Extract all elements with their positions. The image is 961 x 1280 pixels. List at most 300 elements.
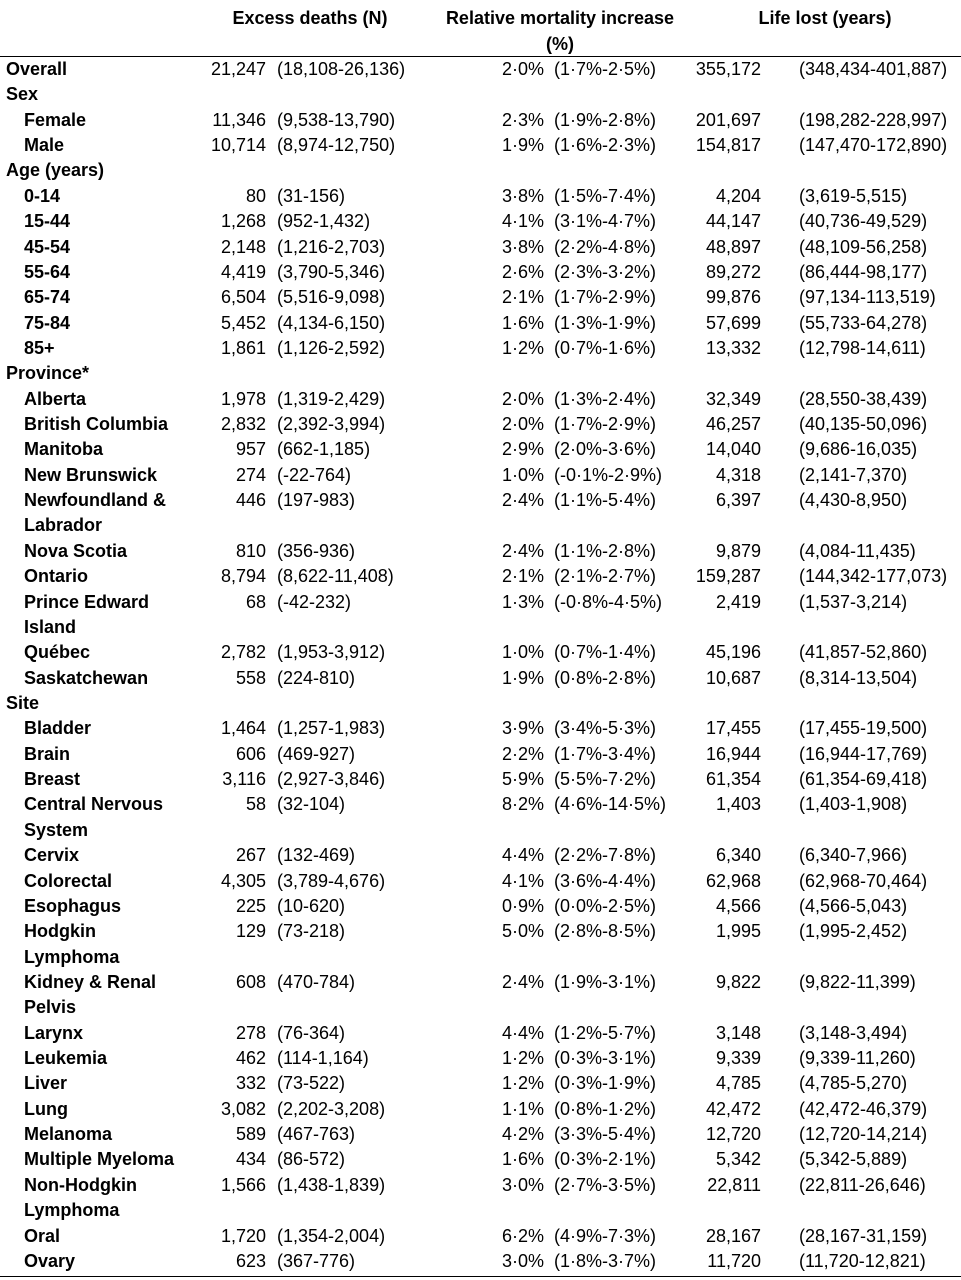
excess-deaths-ci: (367-776) — [277, 1250, 356, 1271]
excess-deaths-ci: (10-620) — [277, 895, 346, 916]
relative-mortality-value: 3·0% — [501, 1174, 544, 1195]
excess-deaths-value: 68 — [245, 591, 266, 612]
table-row — [0, 564, 961, 589]
life-lost-value: 42,472 — [705, 1098, 761, 1119]
header-excess-deaths: Excess deaths (N) — [232, 8, 388, 28]
relative-mortality-value: 2·3% — [501, 109, 544, 130]
relative-mortality-value: 2·1% — [501, 566, 544, 587]
life-lost-value: 201,697 — [695, 109, 761, 130]
life-lost-ci: (6,340-7,966) — [799, 845, 908, 866]
relative-mortality-ci: (1·8%-3·7%) — [554, 1250, 657, 1271]
section-row — [0, 691, 961, 716]
table-row — [0, 590, 961, 615]
life-lost-value: 6,397 — [715, 490, 761, 511]
life-lost-ci: (12,798-14,611) — [799, 337, 926, 358]
table-row — [0, 716, 961, 741]
row-label: British Columbia — [24, 414, 169, 435]
excess-deaths-value: 4,419 — [220, 261, 266, 282]
excess-deaths-value: 1,268 — [220, 211, 266, 232]
relative-mortality-value: 2·4% — [501, 490, 544, 511]
life-lost-value: 11,720 — [707, 1250, 761, 1271]
life-lost-ci: (42,472-46,379) — [799, 1098, 928, 1119]
life-lost-ci: (4,566-5,043) — [799, 895, 908, 916]
excess-deaths-value: 434 — [235, 1149, 266, 1170]
relative-mortality-ci: (3·3%-5·4%) — [554, 1124, 657, 1145]
relative-mortality-value: 8·2% — [501, 794, 544, 815]
relative-mortality-value: 1·0% — [501, 464, 544, 485]
table-row — [0, 184, 961, 209]
table-row — [0, 463, 961, 488]
life-lost-value: 89,272 — [705, 261, 761, 282]
relative-mortality-value: 1·1% — [501, 1098, 544, 1119]
relative-mortality-ci: (1·3%-2·4%) — [554, 388, 657, 409]
row-label: Manitoba — [24, 439, 103, 460]
excess-deaths-ci: (2,927-3,846) — [277, 769, 386, 790]
excess-deaths-value: 1,861 — [220, 337, 266, 358]
excess-deaths-ci: (467-763) — [277, 1124, 356, 1145]
relative-mortality-value: 3·0% — [501, 1250, 544, 1271]
row-label: 85+ — [24, 337, 55, 358]
life-lost-ci: (2,141-7,370) — [799, 464, 908, 485]
relative-mortality-value: 2·4% — [501, 971, 544, 992]
excess-deaths-value: 2,832 — [220, 414, 266, 435]
relative-mortality-value: 2·4% — [501, 540, 544, 561]
excess-deaths-value: 225 — [235, 895, 266, 916]
excess-deaths-ci: (1,126-2,592) — [277, 337, 386, 358]
excess-deaths-ci: (73-218) — [277, 921, 346, 942]
excess-deaths-value: 129 — [235, 921, 266, 942]
table-row — [0, 742, 961, 767]
excess-deaths-value: 11,346 — [212, 109, 266, 130]
relative-mortality-ci: (0·8%-2·8%) — [554, 667, 657, 688]
relative-mortality-value: 0·9% — [501, 895, 544, 916]
row-label: Pelvis — [24, 997, 77, 1018]
row-label: Lymphoma — [24, 946, 120, 967]
row-label: Lung — [24, 1098, 68, 1119]
section-row — [0, 361, 961, 386]
relative-mortality-ci: (1·5%-7·4%) — [554, 185, 657, 206]
relative-mortality-ci: (2·7%-3·5%) — [554, 1174, 657, 1195]
table-row — [0, 260, 961, 285]
life-lost-value: 14,040 — [705, 439, 761, 460]
relative-mortality-value: 1·2% — [501, 337, 544, 358]
relative-mortality-ci: (1·7%-2·9%) — [554, 414, 657, 435]
excess-deaths-value: 278 — [235, 1022, 266, 1043]
row-label: Prince Edward — [24, 591, 150, 612]
header-relative-mortality-line1: Relative mortality increase — [445, 8, 675, 28]
relative-mortality-ci: (-0·8%-4·5%) — [554, 591, 663, 612]
life-lost-ci: (16,944-17,769) — [799, 743, 928, 764]
excess-deaths-value: 606 — [235, 743, 266, 764]
life-lost-ci: (9,686-16,035) — [799, 439, 918, 460]
life-lost-value: 28,167 — [705, 1225, 761, 1246]
excess-deaths-ci: (1,319-2,429) — [277, 388, 386, 409]
table-row — [0, 640, 961, 665]
life-lost-ci: (3,619-5,515) — [799, 185, 908, 206]
relative-mortality-ci: (2·1%-2·7%) — [554, 566, 657, 587]
section-label: Sex — [6, 84, 39, 105]
section-label: Age (years) — [6, 160, 105, 181]
table-row — [0, 1122, 961, 1147]
row-label: 55-64 — [24, 261, 71, 282]
relative-mortality-ci: (1·7%-2·5%) — [554, 59, 657, 79]
section-row — [0, 57, 961, 82]
row-label: Newfoundland & — [24, 490, 166, 511]
excess-deaths-ci: (8,622-11,408) — [277, 566, 394, 587]
relative-mortality-ci: (2·2%-7·8%) — [554, 845, 657, 866]
table-row — [0, 970, 961, 995]
life-lost-ci: (17,455-19,500) — [799, 718, 928, 739]
header-relative-mortality — [435, 5, 685, 57]
relative-mortality-value: 1·6% — [501, 312, 544, 333]
relative-mortality-value: 1·2% — [501, 1073, 544, 1094]
life-lost-value: 3,148 — [715, 1022, 761, 1043]
excess-deaths-value: 5,452 — [220, 312, 266, 333]
relative-mortality-ci: (0·8%-1·2%) — [554, 1098, 657, 1119]
life-lost-value: 48,897 — [705, 236, 761, 257]
excess-deaths-ci: (197-983) — [277, 490, 356, 511]
excess-deaths-ci: (952-1,432) — [277, 211, 371, 232]
table-row — [0, 869, 961, 894]
excess-deaths-ci: (2,392-3,994) — [277, 414, 386, 435]
relative-mortality-value: 3·8% — [501, 185, 544, 206]
row-label: New Brunswick — [24, 464, 158, 485]
life-lost-value: 10,687 — [705, 667, 761, 688]
life-lost-ci: (86,444-98,177) — [799, 261, 928, 282]
relative-mortality-ci: (0·3%-3·1%) — [554, 1048, 657, 1069]
relative-mortality-ci: (1·7%-3·4%) — [554, 743, 657, 764]
life-lost-ci: (28,550-38,439) — [799, 388, 928, 409]
excess-deaths-ci: (114-1,164) — [277, 1048, 369, 1069]
excess-deaths-value: 608 — [235, 971, 266, 992]
row-label: Island — [24, 616, 77, 637]
row-label: Female — [24, 109, 87, 130]
relative-mortality-value: 2·1% — [501, 287, 544, 308]
life-lost-ci: (348,434-401,887) — [799, 59, 948, 79]
relative-mortality-ci: (2·0%-3·6%) — [554, 439, 657, 460]
excess-deaths-ci: (5,516-9,098) — [277, 287, 386, 308]
row-label: 15-44 — [24, 211, 71, 232]
relative-mortality-value: 4·4% — [501, 845, 544, 866]
row-label: Kidney & Renal — [24, 971, 157, 992]
table-row — [0, 1198, 961, 1223]
relative-mortality-ci: (3·1%-4·7%) — [554, 211, 657, 232]
relative-mortality-value: 5·9% — [501, 769, 544, 790]
row-label: Non-Hodgkin — [24, 1174, 137, 1195]
excess-deaths-ci: (9,538-13,790) — [277, 109, 396, 130]
life-lost-ci: (12,720-14,214) — [799, 1124, 928, 1145]
excess-deaths-ci: (-22-764) — [277, 464, 352, 485]
relative-mortality-value: 1·0% — [501, 642, 544, 663]
table-row — [0, 666, 961, 691]
excess-deaths-value: 589 — [235, 1124, 266, 1145]
life-lost-value: 46,257 — [705, 414, 761, 435]
excess-deaths-value: 3,082 — [220, 1098, 266, 1119]
excess-deaths-ci: (469-927) — [277, 743, 356, 764]
excess-deaths-value: 558 — [235, 667, 266, 688]
relative-mortality-ci: (0·3%-1·9%) — [554, 1073, 657, 1094]
life-lost-ci: (55,733-64,278) — [799, 312, 928, 333]
life-lost-value: 57,699 — [705, 312, 761, 333]
section-row — [0, 158, 961, 183]
table-row — [0, 513, 961, 538]
excess-deaths-ci: (224-810) — [277, 667, 356, 688]
table-row — [0, 1224, 961, 1249]
excess-deaths-ci: (2,202-3,208) — [277, 1098, 386, 1119]
excess-deaths-value: 3,116 — [222, 769, 266, 790]
table-row — [0, 539, 961, 564]
life-lost-ci: (1,995-2,452) — [799, 921, 908, 942]
excess-deaths-value: 957 — [235, 439, 266, 460]
relative-mortality-ci: (3·6%-4·4%) — [554, 870, 657, 891]
excess-deaths-ci: (3,790-5,346) — [277, 261, 386, 282]
life-lost-value: 4,566 — [715, 895, 761, 916]
excess-deaths-ci: (1,257-1,983) — [277, 718, 386, 739]
life-lost-ci: (40,135-50,096) — [799, 414, 928, 435]
row-label: 45-54 — [24, 236, 71, 257]
row-label: Oral — [24, 1225, 61, 1246]
row-label: Alberta — [24, 388, 87, 409]
section-label: Site — [6, 692, 40, 713]
table-row — [0, 1071, 961, 1096]
excess-deaths-value: 332 — [235, 1073, 266, 1094]
life-lost-ci: (11,720-12,821) — [799, 1250, 926, 1271]
excess-deaths-value: 6,504 — [220, 287, 266, 308]
table-row — [0, 1173, 961, 1198]
row-label: Liver — [24, 1073, 68, 1094]
excess-deaths-value: 2,148 — [220, 236, 266, 257]
relative-mortality-ci: (1·6%-2·3%) — [554, 135, 657, 156]
relative-mortality-ci: (1·1%-5·4%) — [554, 490, 657, 511]
row-label: Central Nervous — [24, 794, 164, 815]
relative-mortality-value: 2·6% — [501, 261, 544, 282]
table-row — [0, 1046, 961, 1071]
excess-deaths-ci: (1,354-2,004) — [277, 1225, 386, 1246]
life-lost-value: 9,339 — [715, 1048, 761, 1069]
table-row — [0, 894, 961, 919]
excess-deaths-value: 58 — [245, 794, 266, 815]
excess-deaths-ci: (1,216-2,703) — [277, 236, 386, 257]
life-lost-ci: (144,342-177,073) — [799, 566, 948, 587]
relative-mortality-value: 3·8% — [501, 236, 544, 257]
table-row — [0, 1097, 961, 1122]
life-lost-value: 16,944 — [705, 743, 761, 764]
row-label: Québec — [24, 642, 91, 663]
excess-deaths-value: 267 — [235, 845, 266, 866]
excess-deaths-value: 2,782 — [220, 642, 266, 663]
table-row — [0, 437, 961, 462]
table-row — [0, 412, 961, 437]
excess-deaths-ci: (3,789-4,676) — [277, 870, 386, 891]
excess-deaths-ci: (8,974-12,750) — [277, 135, 396, 156]
relative-mortality-ci: (5·5%-7·2%) — [554, 769, 657, 790]
row-label: Labrador — [24, 515, 103, 536]
relative-mortality-value: 6·2% — [501, 1225, 544, 1246]
table-row — [0, 767, 961, 792]
life-lost-ci: (198,282-228,997) — [799, 109, 948, 130]
life-lost-ci: (1,537-3,214) — [799, 591, 908, 612]
row-label: Multiple Myeloma — [24, 1149, 175, 1170]
row-label: 65-74 — [24, 287, 71, 308]
table-row — [0, 133, 961, 158]
relative-mortality-ci: (4·9%-7·3%) — [554, 1225, 657, 1246]
life-lost-ci: (41,857-52,860) — [799, 642, 928, 663]
life-lost-value: 154,817 — [695, 135, 761, 156]
table-row — [0, 1147, 961, 1172]
relative-mortality-value: 5·0% — [501, 921, 544, 942]
table-row — [0, 235, 961, 260]
table-row — [0, 1249, 961, 1274]
table-body — [0, 57, 961, 1274]
excess-deaths-value: 1,978 — [220, 388, 266, 409]
relative-mortality-ci: (-0·1%-2·9%) — [554, 464, 663, 485]
life-lost-ci: (147,470-172,890) — [799, 135, 948, 156]
life-lost-value: 2,419 — [715, 591, 761, 612]
header-relative-mortality-line2: (%) — [546, 34, 574, 54]
excess-deaths-value: 8,794 — [220, 566, 266, 587]
life-lost-value: 1,403 — [715, 794, 761, 815]
table-row — [0, 792, 961, 817]
relative-mortality-value: 1·9% — [501, 667, 544, 688]
table-row — [0, 285, 961, 310]
excess-deaths-ci: (-42-232) — [277, 591, 352, 612]
relative-mortality-ci: (1·7%-2·9%) — [554, 287, 657, 308]
table-row — [0, 615, 961, 640]
excess-deaths-ci: (18,108-26,136) — [277, 59, 406, 79]
life-lost-ci: (9,339-11,260) — [799, 1048, 916, 1069]
row-label: Cervix — [24, 845, 80, 866]
relative-mortality-ci: (1·3%-1·9%) — [554, 312, 657, 333]
excess-deaths-value: 462 — [235, 1048, 266, 1069]
excess-deaths-ci: (4,134-6,150) — [277, 312, 386, 333]
excess-deaths-value: 1,566 — [220, 1174, 266, 1195]
excess-deaths-value: 274 — [235, 464, 266, 485]
life-lost-value: 4,318 — [715, 464, 761, 485]
relative-mortality-ci: (2·2%-4·8%) — [554, 236, 657, 257]
life-lost-ci: (5,342-5,889) — [799, 1149, 908, 1170]
relative-mortality-value: 1·9% — [501, 135, 544, 156]
row-label: 0-14 — [24, 185, 61, 206]
row-label: Ontario — [24, 566, 89, 587]
excess-deaths-ci: (32-104) — [277, 794, 346, 815]
row-label: Brain — [24, 743, 71, 764]
excess-deaths-ci: (76-364) — [277, 1022, 346, 1043]
life-lost-value: 99,876 — [705, 287, 761, 308]
excess-deaths-ci: (31-156) — [277, 185, 346, 206]
excess-deaths-value: 21,247 — [210, 59, 266, 79]
life-lost-value: 6,340 — [715, 845, 761, 866]
table-row — [0, 488, 961, 513]
life-lost-value: 5,342 — [715, 1149, 761, 1170]
table-row — [0, 843, 961, 868]
row-label: Leukemia — [24, 1048, 108, 1069]
table-row — [0, 209, 961, 234]
excess-deaths-value: 623 — [235, 1250, 266, 1271]
relative-mortality-value: 4·1% — [501, 870, 544, 891]
relative-mortality-value: 1·2% — [501, 1048, 544, 1069]
life-lost-ci: (97,134-113,519) — [799, 287, 936, 308]
life-lost-ci: (61,354-69,418) — [799, 769, 928, 790]
life-lost-value: 44,147 — [705, 211, 761, 232]
life-lost-value: 9,822 — [715, 971, 761, 992]
life-lost-ci: (4,430-8,950) — [799, 490, 908, 511]
header-life-lost: Life lost (years) — [758, 8, 892, 28]
row-label: System — [24, 819, 89, 840]
relative-mortality-ci: (4·6%-14·5%) — [554, 794, 667, 815]
excess-deaths-value: 4,305 — [220, 870, 266, 891]
life-lost-value: 22,811 — [707, 1174, 761, 1195]
relative-mortality-ci: (1·2%-5·7%) — [554, 1022, 657, 1043]
excess-deaths-ci: (662-1,185) — [277, 439, 371, 460]
relative-mortality-value: 3·9% — [501, 718, 544, 739]
relative-mortality-ci: (0·0%-2·5%) — [554, 895, 657, 916]
excess-deaths-ci: (470-784) — [277, 971, 356, 992]
life-lost-ci: (40,736-49,529) — [799, 211, 928, 232]
life-lost-value: 4,785 — [715, 1073, 761, 1094]
relative-mortality-value: 1·3% — [501, 591, 544, 612]
table-row — [0, 818, 961, 843]
relative-mortality-value: 2·2% — [501, 743, 544, 764]
relative-mortality-value: 4·1% — [501, 211, 544, 232]
relative-mortality-ci: (3·4%-5·3%) — [554, 718, 657, 739]
table-row — [0, 919, 961, 944]
life-lost-ci: (48,109-56,258) — [799, 236, 928, 257]
table-row — [0, 336, 961, 361]
life-lost-value: 32,349 — [705, 388, 761, 409]
table-row — [0, 945, 961, 970]
life-lost-value: 13,332 — [705, 337, 761, 358]
life-lost-ci: (4,084-11,435) — [799, 540, 916, 561]
life-lost-value: 1,995 — [715, 921, 761, 942]
relative-mortality-value: 2·0% — [501, 388, 544, 409]
life-lost-value: 159,287 — [695, 566, 761, 587]
section-row — [0, 82, 961, 107]
relative-mortality-ci: (0·7%-1·6%) — [554, 337, 657, 358]
excess-deaths-ci: (132-469) — [277, 845, 356, 866]
life-lost-ci: (28,167-31,159) — [799, 1225, 928, 1246]
excess-deaths-value: 810 — [235, 540, 266, 561]
relative-mortality-ci: (2·3%-3·2%) — [554, 261, 657, 282]
table-row — [0, 108, 961, 133]
relative-mortality-ci: (0·3%-2·1%) — [554, 1149, 657, 1170]
relative-mortality-ci: (1·9%-2·8%) — [554, 109, 657, 130]
excess-deaths-value: 80 — [245, 185, 266, 206]
row-label: Male — [24, 135, 65, 156]
table-row — [0, 1021, 961, 1046]
life-lost-value: 355,172 — [695, 59, 761, 79]
section-label: Province* — [6, 363, 90, 384]
life-lost-value: 12,720 — [705, 1124, 761, 1145]
life-lost-value: 4,204 — [715, 185, 761, 206]
life-lost-value: 45,196 — [705, 642, 761, 663]
table-row — [0, 995, 961, 1020]
relative-mortality-ci: (1·9%-3·1%) — [554, 971, 657, 992]
row-label: Lymphoma — [24, 1200, 120, 1221]
row-label: Larynx — [24, 1022, 84, 1043]
excess-deaths-ci: (356-936) — [277, 540, 356, 561]
excess-deaths-ci: (1,438-1,839) — [277, 1174, 386, 1195]
excess-deaths-ci: (86-572) — [277, 1149, 346, 1170]
row-label: Bladder — [24, 718, 92, 739]
excess-deaths-value: 1,720 — [220, 1225, 266, 1246]
table-row — [0, 387, 961, 412]
life-lost-value: 9,879 — [715, 540, 761, 561]
life-lost-ci: (1,403-1,908) — [799, 794, 908, 815]
relative-mortality-ci: (1·1%-2·8%) — [554, 540, 657, 561]
relative-mortality-value: 2·0% — [501, 414, 544, 435]
bottom-rule — [0, 1276, 961, 1277]
life-lost-value: 17,455 — [705, 718, 761, 739]
